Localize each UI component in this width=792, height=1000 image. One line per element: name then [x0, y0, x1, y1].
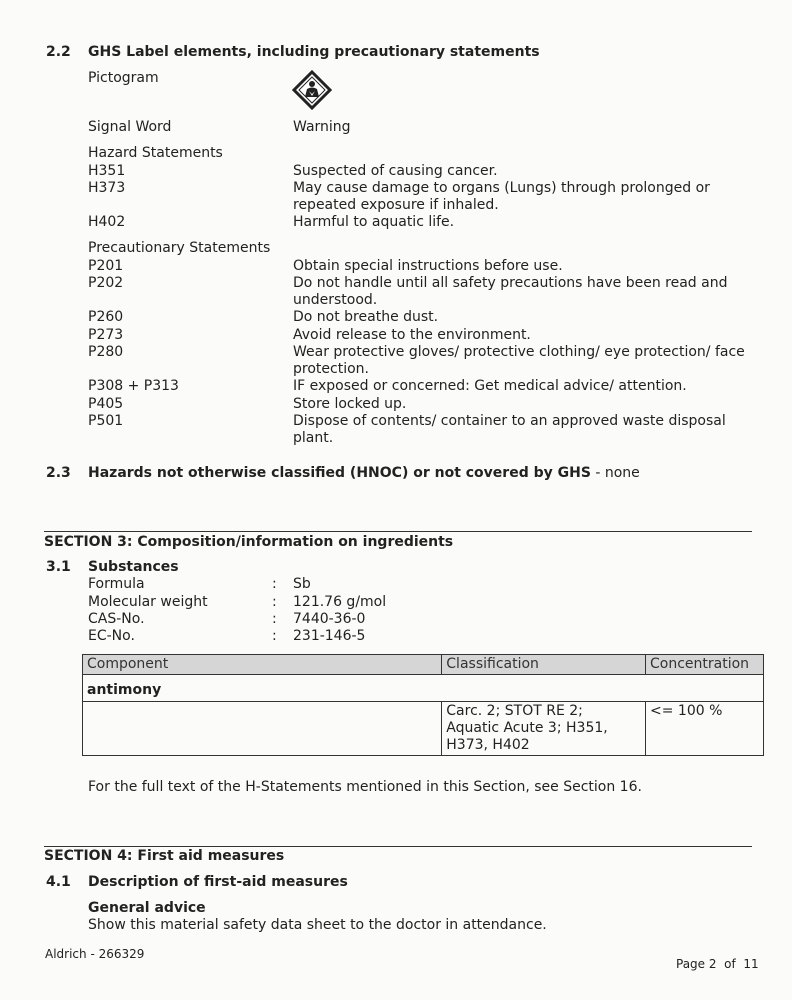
hazard-text: May cause damage to organs (Lungs) through prolonged or: [293, 180, 710, 196]
property-value: 231-146-5: [293, 628, 366, 644]
property-label: EC-No.: [88, 628, 135, 644]
classification-line: H373, H402: [446, 737, 530, 753]
section-divider: [44, 846, 752, 847]
precaution-text: IF exposed or concerned: Get medical advice/ attention.: [293, 378, 687, 394]
section-2-3-suffix: - none: [590, 465, 640, 481]
precaution-text: Do not handle until all safety precautions have been read and: [293, 275, 728, 291]
hazard-text: Suspected of causing cancer.: [293, 163, 498, 179]
classification-line: Aquatic Acute 3; H351,: [446, 720, 608, 736]
property-value: 7440-36-0: [293, 611, 366, 627]
table-header-row: [83, 655, 764, 675]
precaution-text: Do not breathe dust.: [293, 309, 439, 325]
concentration-cell: <= 100 %: [646, 702, 764, 756]
table-row: [83, 675, 764, 702]
property-colon: :: [272, 628, 277, 644]
property-colon: :: [272, 576, 277, 592]
precaution-text: protection.: [293, 361, 369, 377]
precaution-code: P501: [88, 413, 124, 429]
section-2-3-title: Hazards not otherwise classified (HNOC) or not covered by GHS: [88, 465, 591, 481]
hazard-statements-heading: Hazard Statements: [88, 145, 223, 161]
precaution-code: P280: [88, 344, 124, 360]
hazard-code: H402: [88, 214, 126, 230]
precaution-text: plant.: [293, 430, 334, 446]
property-value: Sb: [293, 576, 311, 592]
section-3-1-title: Substances: [88, 559, 179, 575]
signal-word-label: Signal Word: [88, 119, 172, 135]
section-2-3-number: 2.3: [46, 465, 71, 481]
pictogram-label: Pictogram: [88, 70, 159, 86]
general-advice-heading: General advice: [88, 900, 206, 916]
hazard-code: H373: [88, 180, 126, 196]
component-name: antimony: [83, 675, 764, 702]
footer-product-code: Aldrich - 266329: [45, 947, 145, 961]
table-header-component: Component: [83, 655, 442, 675]
property-value: 121.76 g/mol: [293, 594, 387, 610]
precaution-code: P201: [88, 258, 124, 274]
section-3-1-number: 3.1: [46, 559, 71, 575]
hazard-text: Harmful to aquatic life.: [293, 214, 455, 230]
section-4-1-title: Description of first-aid measures: [88, 874, 348, 890]
section-divider: [44, 531, 752, 532]
precaution-code: P405: [88, 396, 124, 412]
precaution-text: Store locked up.: [293, 396, 407, 412]
classification-cell: [442, 702, 646, 756]
precaution-text: Obtain special instructions before use.: [293, 258, 563, 274]
composition-table: [82, 654, 764, 756]
precaution-code: P308 + P313: [88, 378, 179, 394]
signal-word-value: Warning: [293, 119, 351, 135]
precaution-text: Dispose of contents/ container to an approved waste disposal: [293, 413, 726, 429]
section-4-1-number: 4.1: [46, 874, 71, 890]
section-2-3-heading: [88, 465, 640, 481]
precaution-text: understood.: [293, 292, 378, 308]
precaution-code: P273: [88, 327, 124, 343]
property-colon: :: [272, 611, 277, 627]
hazard-code: H351: [88, 163, 126, 179]
property-label: Molecular weight: [88, 594, 208, 610]
precaution-text: Wear protective gloves/ protective clothing/ eye protection/ face: [293, 344, 745, 360]
section-2-2-title: GHS Label elements, including precautionary statements: [88, 44, 540, 60]
health-hazard-pictogram-icon: [292, 70, 332, 110]
component-empty-cell: [83, 702, 442, 756]
property-label: Formula: [88, 576, 145, 592]
precaution-text: Avoid release to the environment.: [293, 327, 531, 343]
general-advice-text: Show this material safety data sheet to the doctor in attendance.: [88, 917, 547, 933]
hazard-text: repeated exposure if inhaled.: [293, 197, 499, 213]
property-colon: :: [272, 594, 277, 610]
table-header-classification: Classification: [442, 655, 646, 675]
property-label: CAS-No.: [88, 611, 145, 627]
classification-line: Carc. 2; STOT RE 2;: [446, 703, 583, 719]
table-header-concentration: Concentration: [646, 655, 764, 675]
section-3-title: SECTION 3: Composition/information on ingredients: [44, 534, 454, 550]
precautionary-statements-heading: Precautionary Statements: [88, 240, 271, 256]
section-4-title: SECTION 4: First aid measures: [44, 848, 285, 864]
section-2-2-number: 2.2: [46, 44, 71, 60]
precaution-code: P202: [88, 275, 124, 291]
footer-page-number: Page 2 of 11: [676, 957, 759, 971]
table-row: [83, 702, 764, 756]
precaution-code: P260: [88, 309, 124, 325]
h-statements-note: For the full text of the H-Statements mentioned in this Section, see Section 16.: [88, 779, 642, 795]
